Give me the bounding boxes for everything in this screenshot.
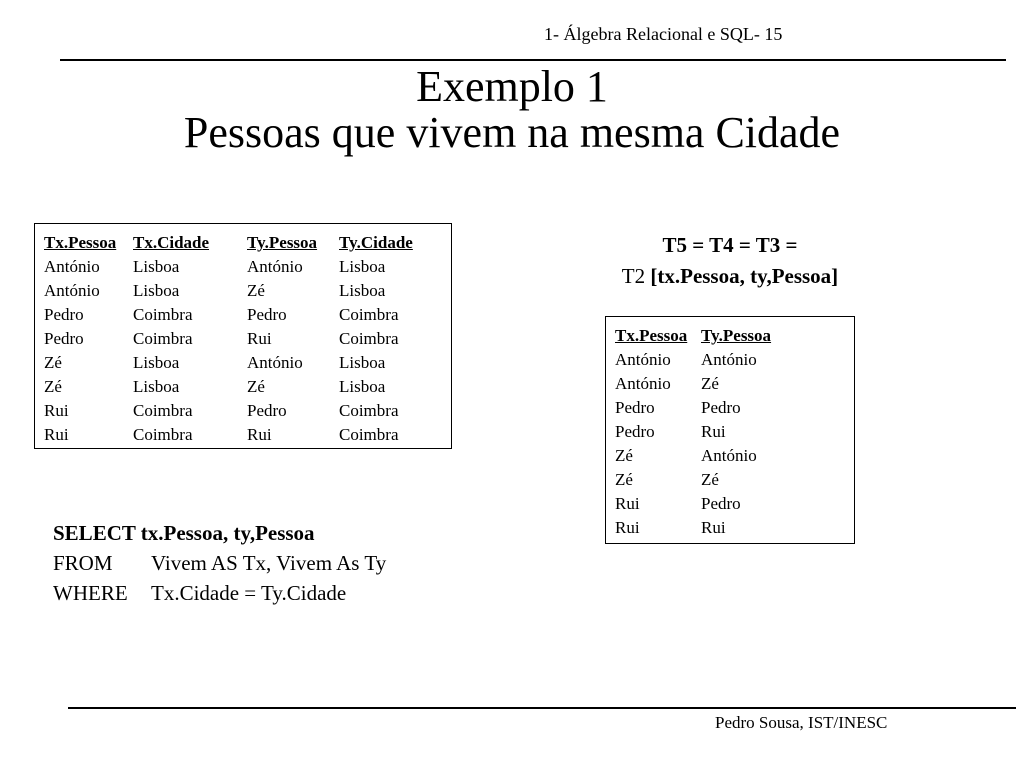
table-cell: Rui <box>701 422 726 441</box>
equation-projection: [tx.Pessoa, ty,Pessoa] <box>650 264 839 288</box>
table-cell: Pedro <box>44 305 84 324</box>
sql-where-keyword: WHERE <box>53 581 128 605</box>
column-header: Ty.Pessoa <box>701 326 772 345</box>
sql-from-line <box>53 548 386 578</box>
table-cell: Lisboa <box>339 281 386 300</box>
equation-line-2 <box>560 261 900 292</box>
table-cell: Coimbra <box>133 305 193 324</box>
title-line-2: Pessoas que vivem na mesma Cidade <box>183 108 841 157</box>
column-header: Tx.Pessoa <box>44 233 117 252</box>
join-result-table <box>34 223 452 449</box>
table-cell: Zé <box>247 377 265 396</box>
table-cell: Coimbra <box>133 425 193 444</box>
equation-line-1: T5 = T4 = T3 = <box>662 233 798 257</box>
table-cell: Rui <box>44 401 69 420</box>
table-cell: Coimbra <box>339 401 399 420</box>
table-cell: António <box>701 350 757 369</box>
table-cell: Lisboa <box>133 281 180 300</box>
table-row <box>615 348 801 372</box>
table-row <box>44 375 439 399</box>
table-row <box>44 327 439 351</box>
table-cell: Zé <box>44 353 62 372</box>
table-cell: Zé <box>701 374 719 393</box>
table-cell: António <box>44 257 100 276</box>
slide-title <box>0 64 1024 156</box>
join-table <box>44 231 439 447</box>
table-cell: Zé <box>615 470 633 489</box>
table-cell: Coimbra <box>339 329 399 348</box>
sql-query <box>53 518 386 608</box>
projection-equation <box>560 230 900 292</box>
table-cell: António <box>615 374 671 393</box>
table-cell: António <box>44 281 100 300</box>
top-divider <box>60 59 1006 61</box>
table-cell: Pedro <box>615 398 655 417</box>
column-header: Tx.Cidade <box>133 233 210 252</box>
table-row <box>615 420 801 444</box>
table-row <box>44 279 439 303</box>
table-cell: Rui <box>615 518 640 537</box>
sql-from-value: Vivem AS Tx, Vivem As Ty <box>151 551 387 575</box>
table-cell: Pedro <box>701 398 741 417</box>
table-row <box>44 351 439 375</box>
sql-select-line: SELECT tx.Pessoa, ty,Pessoa <box>53 521 315 545</box>
sql-where-value: Tx.Cidade = Ty.Cidade <box>151 581 347 605</box>
sql-from-keyword: FROM <box>53 551 113 575</box>
table-cell: Coimbra <box>133 329 193 348</box>
table-cell: Coimbra <box>133 401 193 420</box>
table-cell: Lisboa <box>339 377 386 396</box>
table-cell: Coimbra <box>339 305 399 324</box>
join-table-body <box>44 231 439 447</box>
column-header: Tx.Pessoa <box>615 326 688 345</box>
table-cell: Rui <box>701 518 726 537</box>
projection-table-body <box>615 324 801 540</box>
table-cell: Rui <box>247 329 272 348</box>
table-cell: António <box>247 257 303 276</box>
table-cell: Lisboa <box>133 353 180 372</box>
table-header-row <box>615 324 801 348</box>
sql-where-line <box>53 578 386 608</box>
slide-header: 1- Álgebra Relacional e SQL- 15 <box>544 24 783 44</box>
table-cell: António <box>615 350 671 369</box>
table-cell: Rui <box>247 425 272 444</box>
table-cell: Zé <box>615 446 633 465</box>
column-header: Ty.Pessoa <box>247 233 318 252</box>
title-line-1: Exemplo 1 <box>416 62 608 111</box>
bottom-divider <box>68 707 1016 709</box>
projection-result-table <box>605 316 855 544</box>
table-row <box>615 444 801 468</box>
table-row <box>615 396 801 420</box>
table-row <box>615 492 801 516</box>
table-row <box>615 372 801 396</box>
table-cell: Rui <box>615 494 640 513</box>
table-cell: Pedro <box>247 305 287 324</box>
table-row <box>615 516 801 540</box>
table-cell: Pedro <box>615 422 655 441</box>
table-row <box>615 468 801 492</box>
table-cell: Pedro <box>247 401 287 420</box>
table-cell: Lisboa <box>133 257 180 276</box>
table-row <box>44 423 439 447</box>
table-cell: Rui <box>44 425 69 444</box>
table-cell: Zé <box>44 377 62 396</box>
column-header: Ty.Cidade <box>339 233 413 252</box>
table-header-row <box>44 231 439 255</box>
table-cell: Lisboa <box>339 257 386 276</box>
equation-prefix: T2 <box>621 264 651 288</box>
table-cell: Pedro <box>701 494 741 513</box>
table-cell: Pedro <box>44 329 84 348</box>
table-cell: Zé <box>247 281 265 300</box>
table-cell: Lisboa <box>339 353 386 372</box>
slide-footer: Pedro Sousa, IST/INESC <box>715 713 888 732</box>
projection-table <box>615 324 801 540</box>
table-cell: António <box>701 446 757 465</box>
table-cell: Coimbra <box>339 425 399 444</box>
table-cell: Zé <box>701 470 719 489</box>
table-cell: António <box>247 353 303 372</box>
table-cell: Lisboa <box>133 377 180 396</box>
table-row <box>44 255 439 279</box>
table-row <box>44 303 439 327</box>
table-row <box>44 399 439 423</box>
